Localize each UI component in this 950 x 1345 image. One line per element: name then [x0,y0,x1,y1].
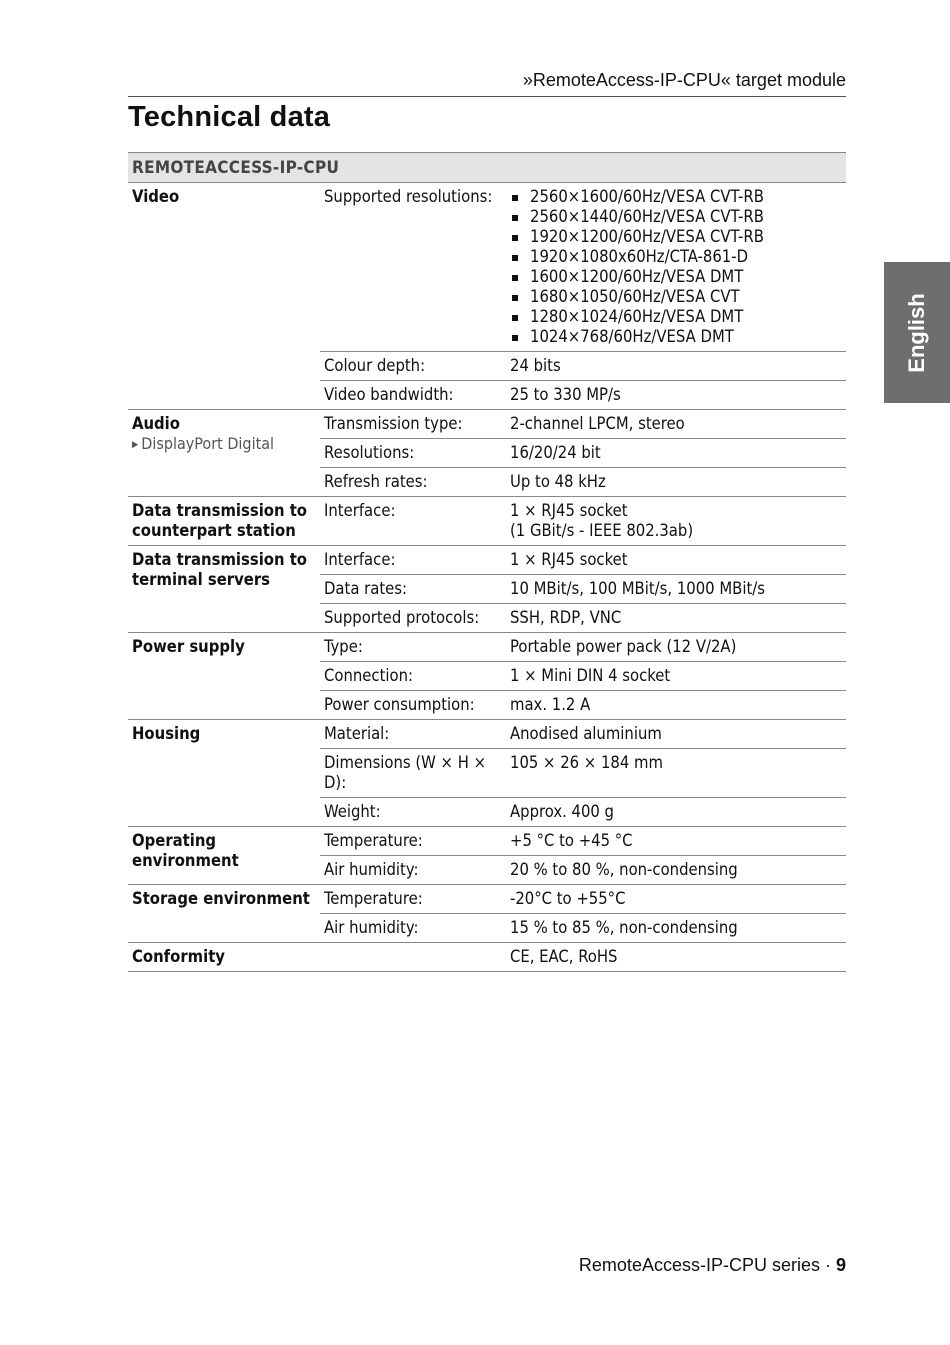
category-terminal: Data transmission to terminal servers [128,546,320,633]
spec-label-empty [320,943,506,972]
running-header: »RemoteAccess-IP-CPU« target module [522,70,846,90]
spec-label: Video bandwidth: [320,381,506,410]
page-footer: RemoteAccess-IP-CPU series · 9 [578,1255,846,1275]
category-housing: Housing [128,720,320,827]
spec-value: +5 °C to +45 °C [506,827,846,856]
spec-value: Approx. 400 g [506,798,846,827]
category-sublabel: ▶ DisplayPort Digital [132,434,275,453]
spec-value: CE, EAC, RoHS [506,943,846,972]
page-number: 9 [835,1255,846,1275]
category-video: Video [128,183,320,410]
spec-value: 10 MBit/s, 100 MBit/s, 1000 MBit/s [506,575,846,604]
spec-label: Air humidity: [320,914,506,943]
category-label: Audio [132,414,180,433]
list-item: 1920×1200/60Hz/VESA CVT-RB [510,227,842,247]
table-row [128,633,846,662]
list-item: 1680×1050/60Hz/VESA CVT [510,287,842,307]
list-item: 1024×768/60Hz/VESA DMT [510,327,842,347]
spec-value: 1 × Mini DIN 4 socket [506,662,846,691]
spec-label: Material: [320,720,506,749]
spec-value: 1 × RJ45 socket [506,546,846,575]
header-divider [128,96,846,97]
spec-label: Supported resolutions: [320,183,506,352]
category-power: Power supply [128,633,320,720]
table-row [128,546,846,575]
language-tab-label: English [904,292,929,373]
spec-label: Weight: [320,798,506,827]
table-row [128,410,846,439]
spec-value: -20°C to +55°C [506,885,846,914]
spec-value: 2-channel LPCM, stereo [506,410,846,439]
table-row [128,827,846,856]
spec-label: Resolutions: [320,439,506,468]
spec-label: Data rates: [320,575,506,604]
spec-label: Interface: [320,497,506,546]
spec-label: Type: [320,633,506,662]
spec-value: Up to 48 kHz [506,468,846,497]
category-audio [128,410,320,497]
resolution-list-cell [506,183,846,352]
table-heading: REMOTEACCESS-IP-CPU [128,153,846,183]
spec-value: SSH, RDP, VNC [506,604,846,633]
spec-label: Temperature: [320,885,506,914]
list-item: 2560×1440/60Hz/VESA CVT-RB [510,207,842,227]
spec-value: Portable power pack (12 V/2A) [506,633,846,662]
list-item: 2560×1600/60Hz/VESA CVT-RB [510,187,842,207]
table-row [128,943,846,972]
spec-value: 15 % to 85 %, non-condensing [506,914,846,943]
spec-label: Refresh rates: [320,468,506,497]
technical-data-table [128,152,846,972]
table-row [128,497,846,546]
triangle-icon: ▶ [132,440,139,450]
spec-label: Dimensions (W × H × D): [320,749,506,798]
page-title: Technical data [128,101,331,133]
category-storage: Storage environment [128,885,320,943]
spec-label: Transmission type: [320,410,506,439]
spec-value: max. 1.2 A [506,691,846,720]
spec-label: Supported protocols: [320,604,506,633]
spec-value: 25 to 330 MP/s [506,381,846,410]
spec-value: 24 bits [506,352,846,381]
list-item: 1280×1024/60Hz/VESA DMT [510,307,842,327]
category-conformity: Conformity [128,943,320,972]
spec-value: 20 % to 80 %, non-condensing [506,856,846,885]
list-item: 1600×1200/60Hz/VESA DMT [510,267,842,287]
spec-value: Anodised aluminium [506,720,846,749]
spec-label: Air humidity: [320,856,506,885]
spec-value: 16/20/24 bit [506,439,846,468]
category-counterpart: Data transmission to counterpart station [128,497,320,546]
resolution-list [510,187,842,347]
table-row [128,720,846,749]
list-item: 1920×1080x60Hz/CTA-861-D [510,247,842,267]
spec-label: Power consumption: [320,691,506,720]
spec-label: Connection: [320,662,506,691]
category-operating: Operating environment [128,827,320,885]
spec-value: 105 × 26 × 184 mm [506,749,846,798]
spec-label: Colour depth: [320,352,506,381]
language-tab [884,262,950,403]
table-row [128,183,846,352]
spec-value: 1 × RJ45 socket (1 GBit/s - IEEE 802.3ab) [506,497,846,546]
spec-label: Temperature: [320,827,506,856]
spec-label: Interface: [320,546,506,575]
table-row [128,885,846,914]
